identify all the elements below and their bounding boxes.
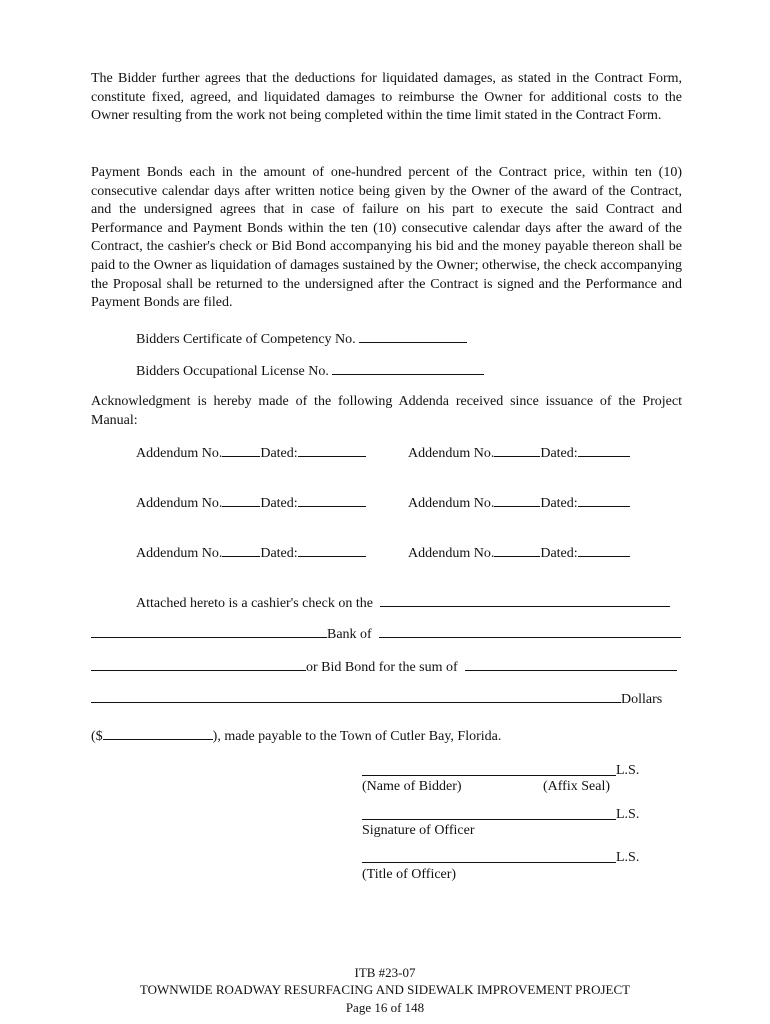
dated-label: Dated: <box>540 446 578 461</box>
certificate-number-field[interactable] <box>359 328 467 343</box>
addendum-number-field[interactable] <box>494 542 540 557</box>
certificate-row <box>136 328 467 349</box>
ls-label: L.S. <box>616 763 640 778</box>
dated-label: Dated: <box>260 546 298 561</box>
bid-bond-row <box>91 656 677 677</box>
footer-project: TOWNWIDE ROADWAY RESURFACING AND SIDEWALK IMPROVEMENT PROJECT <box>139 982 631 997</box>
certificate-label: Bidders Certificate of Competency No. <box>136 332 356 347</box>
addendum-number-field[interactable] <box>494 442 540 457</box>
bank-location-field[interactable] <box>379 623 681 638</box>
addendum-label: Addendum No. <box>136 446 223 461</box>
attached-label: Attached hereto is a cashier's check on the <box>136 596 373 611</box>
addendum-label: Addendum No. <box>136 496 223 511</box>
dollars-row <box>91 688 662 709</box>
addendum-date-field[interactable] <box>578 542 630 557</box>
addendum-entry <box>408 542 630 563</box>
bidder-name-line[interactable] <box>362 775 616 776</box>
addendum-label: Addendum No. <box>136 546 223 561</box>
addendum-entry <box>408 492 630 513</box>
acknowledgment-text: Acknowledgment is hereby made of the following Addenda received since issuance of the Project Manual: <box>91 394 682 428</box>
check-bank-field[interactable] <box>380 592 670 607</box>
payable-row <box>91 725 501 746</box>
bank-of-label: Bank of <box>327 627 372 642</box>
addendum-date-field[interactable] <box>298 492 366 507</box>
license-row <box>136 360 484 381</box>
signature-of-officer-label: Signature of Officer <box>362 823 475 838</box>
license-number-field[interactable] <box>332 360 484 375</box>
addendum-entry <box>136 542 366 563</box>
bank-row <box>91 623 681 644</box>
liquidated-damages-paragraph: The Bidder further agrees that the deductions for liquidated damages, as stated in the Contract Form, constitute fixed, agreed, and liquidated damages to reimburse the Owner for additional costs to the Owner resulting from the work not being completed within the time limit stated in the Contract Form. <box>91 71 682 124</box>
cashiers-check-row <box>136 592 670 613</box>
dollar-amount-field[interactable] <box>103 725 213 740</box>
signature-line[interactable] <box>362 819 616 820</box>
dated-label: Dated: <box>540 496 578 511</box>
name-of-bidder-label: (Name of Bidder) <box>362 779 462 794</box>
ls-label: L.S. <box>616 807 640 822</box>
bid-bond-label: or Bid Bond for the sum of <box>306 660 458 675</box>
affix-seal-label: (Affix Seal) <box>543 779 610 794</box>
addendum-entry <box>136 492 366 513</box>
addendum-label: Addendum No. <box>408 446 495 461</box>
dollars-written-field[interactable] <box>91 688 621 703</box>
license-label: Bidders Occupational License No. <box>136 364 329 379</box>
footer-page: Page 16 of 148 <box>345 1000 425 1015</box>
dollar-open: ($ <box>91 729 103 744</box>
addendum-entry <box>136 442 366 463</box>
addendum-number-field[interactable] <box>222 442 260 457</box>
addendum-number-field[interactable] <box>222 542 260 557</box>
addendum-number-field[interactable] <box>494 492 540 507</box>
addendum-date-field[interactable] <box>298 542 366 557</box>
dollars-label: Dollars <box>621 692 663 707</box>
dated-label: Dated: <box>260 496 298 511</box>
officer-title-line[interactable] <box>362 862 616 863</box>
dated-label: Dated: <box>540 546 578 561</box>
title-of-officer-label: (Title of Officer) <box>362 867 457 882</box>
dated-label: Dated: <box>260 446 298 461</box>
ls-label: L.S. <box>616 850 640 865</box>
payable-label: ), made payable to the Town of Cutler Bay, Florida. <box>212 729 502 744</box>
addendum-entry <box>408 442 630 463</box>
addendum-date-field[interactable] <box>578 492 630 507</box>
bid-bond-field[interactable] <box>91 656 306 671</box>
payment-bonds-paragraph: Payment Bonds each in the amount of one-hundred percent of the Contract price, within ten (10) consecutive calendar days after written notice being given by the Owner of the award of the Contract, and the undersigned agrees that in case of failure on his part to execute the said Contract and Performance and Payment Bonds within the ten (10) consecutive calendar days after the award of the Contract, the cashier's check or Bid Bond accompanying his bid and the money payable thereon shall be paid to the Owner as liquidation of damages sustained by the Owner; otherwise, the check accompanying the Proposal shall be returned to the undersigned after the Contract is signed and the Performance and Payment Bonds are filed. <box>91 165 682 311</box>
addendum-number-field[interactable] <box>222 492 260 507</box>
addendum-date-field[interactable] <box>298 442 366 457</box>
addendum-date-field[interactable] <box>578 442 630 457</box>
addendum-label: Addendum No. <box>408 546 495 561</box>
bid-bond-sum-field[interactable] <box>465 656 677 671</box>
bank-name-field[interactable] <box>91 623 327 638</box>
addendum-label: Addendum No. <box>408 496 495 511</box>
footer-itb: ITB #23-07 <box>354 965 416 980</box>
